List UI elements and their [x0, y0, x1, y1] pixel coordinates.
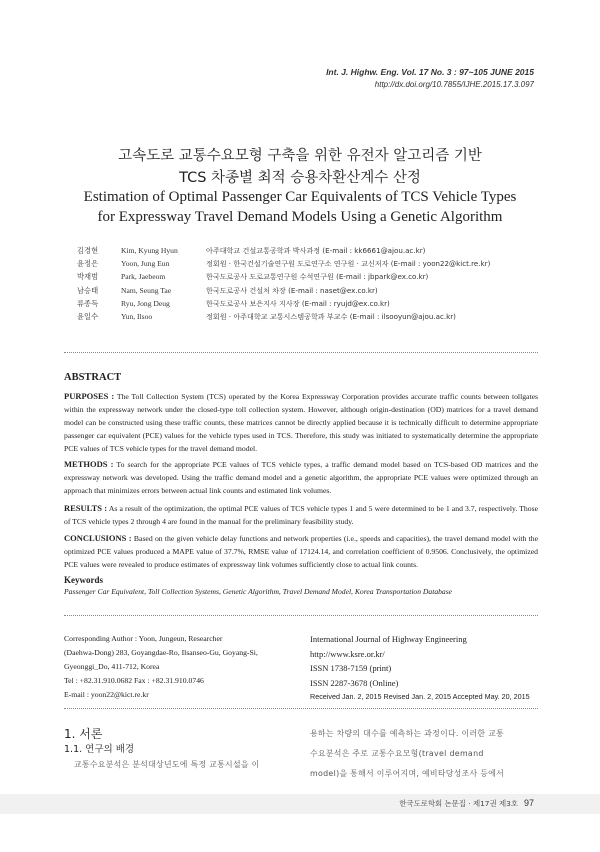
author-row	[77, 310, 490, 323]
keywords-text: Passenger Car Equivalent, Toll Collection Systems, Genetic Algorithm, Travel Demand Model, Korea Transportation Database	[64, 587, 453, 596]
abstract-purposes	[64, 390, 538, 455]
dotted-divider	[64, 352, 538, 353]
abstract-conclusions	[64, 532, 538, 571]
author-english-name: Park, Jaebeom	[121, 272, 166, 282]
dotted-divider	[64, 708, 538, 709]
corr-line: Tel : +82.31.910.0682 Fax : +82.31.910.0746	[64, 676, 204, 685]
footer-content	[399, 798, 534, 809]
section-heading: 1. 서론	[64, 727, 103, 741]
korean-title-line-2: TCS 차종별 최적 승용차환산계수 산정	[179, 170, 421, 186]
abstract-results	[64, 502, 538, 528]
submission-dates: Received Jan. 2, 2015 Revised Jan. 2, 2015 Accepted May. 20, 2015	[310, 692, 530, 701]
author-row	[77, 284, 490, 297]
page-number: 97	[523, 798, 534, 808]
methods-label: METHODS :	[64, 459, 114, 469]
author-korean-name: 윤일수	[77, 312, 99, 322]
corr-line: (Daehwa-Dong) 283, Goyangdae-Ro, Ilsanseo-Gu, Goyang-Si,	[64, 648, 258, 657]
body-line: 수요분석은 주로 교통수요모형(travel demand	[310, 749, 484, 758]
corresponding-author-block	[64, 632, 304, 702]
page-footer	[0, 794, 600, 814]
author-affiliation: 한국도로공사 도로교통연구원 수석연구원 (E-mail : jbpark@ex.co.kr)	[206, 272, 429, 282]
author-english-name: Yoon, Jung Eun	[121, 259, 170, 269]
body-text-right	[310, 724, 540, 784]
author-list	[77, 244, 490, 323]
abstract-methods	[64, 458, 538, 497]
corr-email[interactable]: E-mail : yoon22@kict.re.kr	[64, 690, 149, 699]
english-title-line-2: for Expressway Travel Demand Models Using a Genetic Algorithm	[97, 209, 503, 225]
author-english-name: Nam, Seung Tae	[121, 285, 172, 295]
corr-line: Corresponding Author : Yoon, Jungeun, Researcher	[64, 634, 223, 643]
keywords-heading: Keywords	[64, 575, 103, 585]
footer-journal: 한국도로학회 논문집 · 제17권 제3호	[399, 799, 518, 808]
author-korean-name: 윤정은	[77, 259, 99, 269]
korean-title-line-1: 고속도로 교통수요모형 구축을 위한 유전자 알고리즘 기반	[118, 148, 482, 164]
author-affiliation: 정회원 · 한국건설기술연구원 도로연구소 연구원 · 교신저자 (E-mail : yoon22@kict.re.kr)	[206, 259, 491, 269]
journal-name: International Journal of Highway Engineering	[310, 634, 467, 644]
author-row	[77, 257, 490, 270]
corr-line: Gyeonggi_Do, 411-712, Korea	[64, 662, 160, 671]
body-line: 용하는 차량의 대수를 예측하는 과정이다. 이러한 교통	[310, 729, 504, 738]
methods-text: To search for the appropriate PCE values of TCS vehicle types, a traffic demand model based on TCS-based OD matrices and the expressway network was developed. Using the traffic demand model and a genetic algorithm, the appropriate PCE values were optimized through an approach that minimizes errors between actual link counts and estimated link volumes.	[64, 460, 539, 496]
results-text: As a result of the optimization, the optimal PCE values of TCS vehicle types 1 and 5 were determined to be 1 and 3.7, respectively. Those of TCS vehicle types 2 through 4 are found in the manual for the preliminary feasibility study.	[64, 504, 539, 527]
issn-online: ISSN 2287-3678 (Online)	[310, 677, 399, 688]
doi-link[interactable]: http://dx.doi.org/10.7855/IJHE.2015.17.3.097	[374, 80, 534, 89]
author-english-name: Kim, Kyung Hyun	[121, 246, 178, 255]
author-row	[77, 244, 490, 257]
author-english-name: Yun, Ilsoo	[121, 312, 153, 322]
author-affiliation: 정회원 · 아주대학교 교통시스템공학과 부교수 (E-mail : ilsooyun@ajou.ac.kr)	[206, 312, 456, 322]
conclusions-text: Based on the given vehicle delay functions and network properties (i.e., speeds and capacities), the travel demand model with the optimized PCE values produced a MAPE value of 37.7%, RMSE value of 17124.14, and correlation coefficient of 0.9506. Conclusively, the optimized PCE values were revealed to produce estimates of expressway link volumes sufficiently close to actual link counts.	[64, 534, 538, 570]
author-korean-name: 남승태	[77, 285, 99, 295]
english-title-line-1: Estimation of Optimal Passenger Car Equivalents of TCS Vehicle Types	[83, 189, 517, 205]
author-row	[77, 297, 490, 310]
dotted-divider	[64, 615, 538, 616]
subsection-heading: 1.1. 연구의 배경	[64, 744, 135, 755]
journal-citation: Int. J. Highw. Eng. Vol. 17 No. 3 : 97~105 JUNE 2015	[326, 67, 534, 77]
author-korean-name: 김경현	[77, 246, 99, 255]
journal-url[interactable]: http://www.ksre.or.kr/	[310, 648, 385, 659]
author-korean-name: 박재범	[77, 272, 99, 282]
abstract-heading: ABSTRACT	[64, 372, 122, 383]
purposes-label: PURPOSES :	[64, 391, 115, 401]
body-line: model)을 통해서 이루어지며, 예비타당성조사 등에서	[310, 769, 505, 778]
author-affiliation: 아주대학교 건설교통공학과 박사과정 (E-mail : kk6661@ajou.ac.kr)	[206, 246, 426, 255]
author-english-name: Ryu, Jong Deug	[121, 298, 170, 308]
issn-print: ISSN 1738-7159 (print)	[310, 663, 392, 673]
results-label: RESULTS :	[64, 503, 108, 513]
journal-info-block	[310, 632, 550, 705]
conclusions-label: CONCLUSIONS :	[64, 533, 132, 543]
author-row	[77, 270, 490, 283]
body-text-left: 교통수요분석은 분석대상년도에 특정 교통시설을 이	[74, 760, 260, 769]
author-korean-name: 류종득	[77, 298, 99, 308]
purposes-text: The Toll Collection System (TCS) operated by the Korea Expressway Corporation provides accurate traffic counts between tollgates within the expressway network under the closed-type toll collection system. However, although origin-destination (OD) matrices for a travel demand model can be constructed using these traffic counts, these matrices cannot be directly applied because it is technically difficult to determine appropriate passenger car equivalent (PCE) values for the vehicle types used in TCS. Therefore, this study was initiated to systematically determine the appropriate PCE values of TCS vehicle types for the travel demand model.	[64, 392, 539, 454]
author-affiliation: 한국도로공사 건설처 차장 (E-mail : naset@ex.co.kr)	[206, 285, 378, 295]
author-affiliation: 한국도로공사 보은지사 지사장 (E-mail : ryujd@ex.co.kr)	[206, 298, 390, 308]
